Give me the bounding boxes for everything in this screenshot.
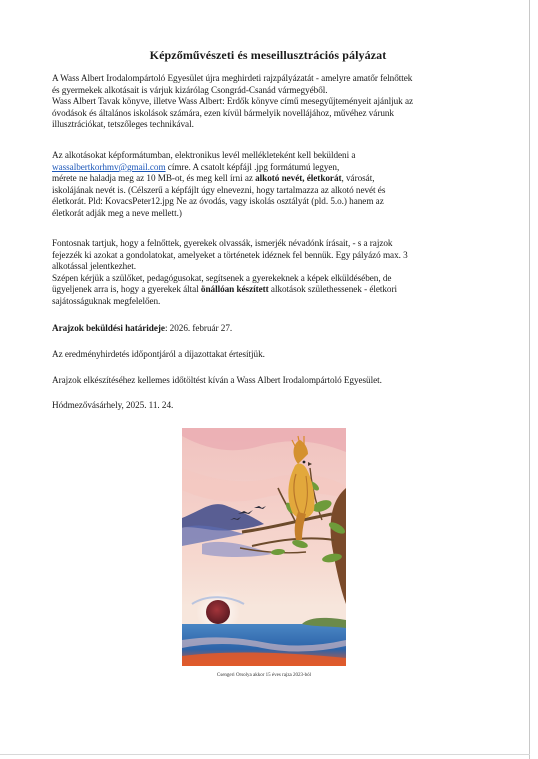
intro-line: illusztrációkat, tetszőleges technikával.	[52, 119, 194, 130]
place-date: Hódmezővásárhely, 2025. 11. 24.	[52, 400, 174, 410]
notes-line: sajátosságuknak megfelelően.	[52, 295, 161, 306]
notes-line: fejezzék ki azokat a gondolatokat, amelyeket a történetek idéznek fel bennük. Egy pályázó max. 3	[52, 249, 408, 260]
intro-line: óvodások és általános iskolások számára, ezen kívül bármelyik novellájához, művéhez várunk	[52, 107, 394, 118]
notes-paragraph	[52, 238, 484, 308]
painting-illustration	[182, 428, 346, 666]
email-link[interactable]: wassalbertkorhmv@gmail.com	[52, 161, 166, 172]
submission-text: , városát,	[341, 173, 375, 184]
notes-text: alkotások születhessenek - életkori	[268, 284, 397, 295]
submission-line	[52, 173, 484, 185]
intro-line: A Wass Albert Irodalompártoló Egyesület újra meghirdeti rajzpályázatát - amelyre amatőr felnőttek	[52, 73, 413, 83]
submission-line: életkorát. Pld: KovacsPeter12.jpg Ne az óvodás, vagy iskolás osztályát (pld. 5.o.) hanem az	[52, 196, 384, 207]
emphasis-text: önállóan készített	[200, 284, 269, 295]
submission-paragraph	[52, 150, 484, 220]
setting-sun	[206, 600, 230, 624]
intro-line: és gyermekek alkotásait is várjuk kizárólag Csongrád-Csanád vármegyéből.	[52, 84, 328, 95]
submission-line: iskolájának nevét is. (Célszerű a képfájlt úgy elnevezni, hogy tartalmazza az alkotó nevét és	[52, 184, 386, 195]
deadline-paragraph	[52, 323, 484, 335]
deadline-value: : 2026. február 27.	[164, 323, 233, 333]
intro-line: Wass Albert Tavak könyve, illetve Wass Albert: Erdők könyve című mesegyűjteményeit ajánljuk az	[52, 96, 414, 107]
notes-line: alkotással jelentkezhet.	[52, 261, 137, 272]
notes-line: Szépen kérjük a szülőket, pedagógusokat, segítsenek a gyerekeknek a képek elküldésében, de	[52, 272, 392, 283]
submission-line: életkorát adják meg a neve mellett.)	[52, 207, 182, 218]
page-title: Képzőművészeti és meseillusztrációs pályázat	[149, 48, 387, 62]
submission-line	[52, 162, 484, 174]
closing-paragraph: Arajzok elkészítéséhez kellemes időtöltést kíván a Wass Albert Irodalompártoló Egyesület.	[52, 375, 382, 385]
painting-svg	[182, 428, 346, 666]
notes-text: ügyeljenek arra is, hogy a gyerekek által	[52, 284, 201, 295]
submission-line: Az alkotásokat képformátumban, elektronikus levél mellékleteként kell beküldeni a	[52, 150, 356, 160]
submission-text: címre. A csatolt képfájl .jpg formátumú legyen,	[165, 161, 340, 172]
page-bottom-edge	[0, 754, 530, 755]
image-caption: Csengeri Orsolya akkor 15 éves rajza 2023-ból	[216, 673, 312, 678]
emphasis-text: alkotó nevét, életkorát	[255, 173, 342, 184]
notes-line: Fontosnak tartjuk, hogy a felnőttek, gyerekek olvassák, ismerjék névadónk írásait, - s a rajzok	[52, 238, 393, 248]
submission-text: mérete ne haladja meg az 10 MB-ot, és meg kell írni az	[52, 173, 256, 184]
intro-paragraph	[52, 73, 484, 131]
deadline-label: Arajzok beküldési határideje	[52, 323, 165, 333]
results-paragraph: Az eredményhirdetés időpontjáról a díjazottakat értesítjük.	[52, 349, 265, 359]
notes-line	[52, 284, 484, 296]
